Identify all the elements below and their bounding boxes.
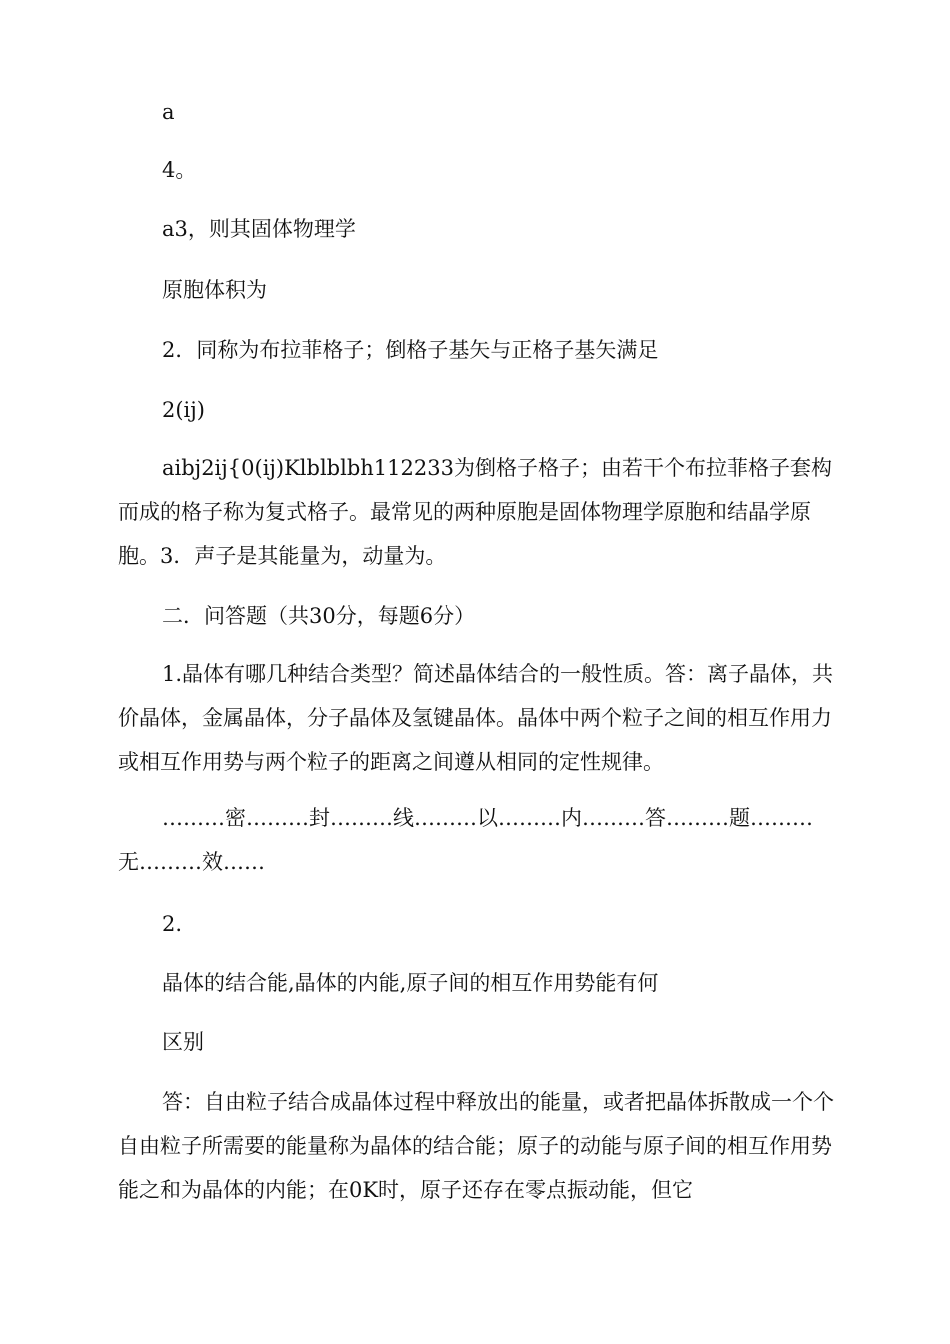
paragraph-1: a bbox=[162, 100, 175, 124]
paragraph-6: 2(ij) bbox=[162, 398, 205, 422]
paragraph-9: 1.晶体有哪几种结合类型？简述晶体结合的一般性质。答：离子晶体，共价晶体，金属晶体，分子晶体及氢键晶体。晶体中两个粒子之间的相互作用力或相互作用势与两个粒子的距离之间遵从相同的定性规律。 bbox=[118, 662, 834, 774]
paragraph-3: a3，则其固体物理学 bbox=[162, 217, 356, 241]
paragraph-12: 晶体的结合能,晶体的内能,原子间的相互作用势能有何 bbox=[162, 971, 659, 995]
paragraph-5: 2．同称为布拉菲格子；倒格子基矢与正格子基矢满足 bbox=[162, 338, 659, 362]
paragraph-11: 2. bbox=[162, 912, 183, 936]
section-heading: 二．问答题（共30分，每题6分） bbox=[162, 604, 476, 628]
paragraph-7: aibj2ij{0(ij)Klblblbh112233为倒格子格子；由若干个布拉菲格子套构而成的格子称为复式格子。最常见的两种原胞是固体物理学原胞和结晶学原胞。3．声子是其能量为，动量为。 bbox=[118, 456, 832, 568]
paragraph-14: 答：自由粒子结合成晶体过程中释放出的能量，或者把晶体拆散成一个个自由粒子所需要的能量称为晶体的结合能；原子的动能与原子间的相互作用势能之和为晶体的内能；在0K时，原子还存在零点振动能，但它 bbox=[118, 1090, 834, 1202]
paragraph-2: 4。 bbox=[162, 158, 197, 182]
paragraph-4: 原胞体积为 bbox=[162, 278, 267, 302]
paragraph-13: 区别 bbox=[162, 1030, 204, 1054]
seal-line-text: ………密………封………线………以………内………答………题………无………效…… bbox=[118, 806, 813, 874]
